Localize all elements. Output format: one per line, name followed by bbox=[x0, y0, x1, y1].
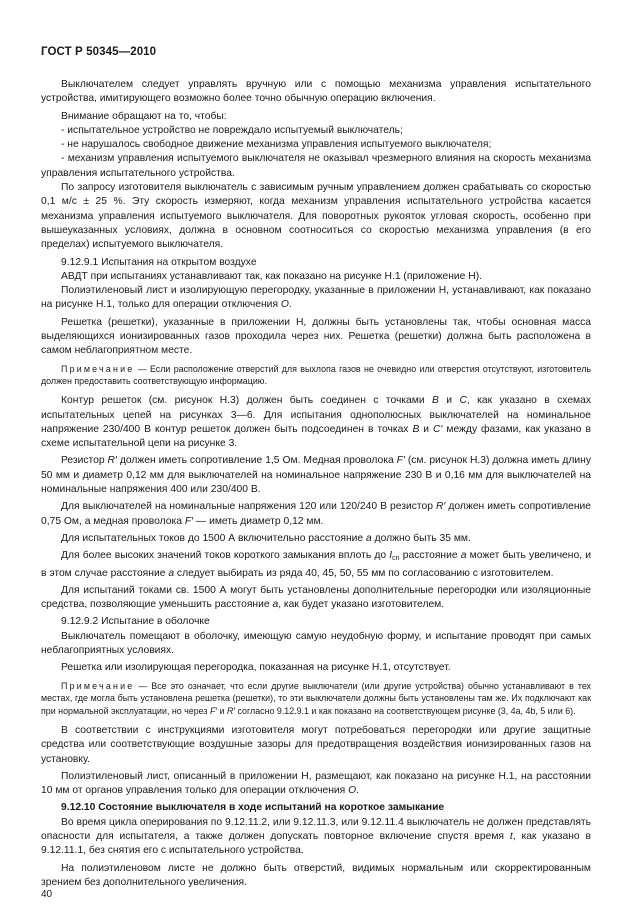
page-number: 40 bbox=[41, 889, 53, 900]
section-heading: 9.12.9.1 Испытания на открытом воздухе bbox=[61, 256, 257, 268]
section-heading: 9.12.9.2 Испытание в оболочке bbox=[61, 616, 210, 628]
paragraph: Решетка или изолирующая перегородка, показанная на рисунке Н.1, отсутствует. bbox=[61, 662, 451, 674]
paragraph: На полиэтиленовом листе не должно быть отверстий, видимых нормальным или скорректированным зрением без дополнительного увеличения. bbox=[41, 862, 591, 888]
section-heading: 9.12.10 Состояние выключателя в ходе испытаний на короткое замыкание bbox=[61, 802, 445, 814]
paragraph: АВДТ при испытаниях устанавливают так, как показано на рисунке Н.1 (приложение Н). bbox=[61, 270, 483, 282]
paragraph: Контур решеток (см. рисунок Н.3) должен быть соединен с точками B и C, как указано в схемах испытательных цепей на рисунках 3—6. Для испытания однополюсных выключателей на номинальное напряжение 230/400 В контур решеток должен быть подсоединен в точках B и C′ между фазами, как указано в схеме испытательной цепи на рисунке 3. bbox=[41, 395, 591, 450]
paragraph: Внимание обращают на то, чтобы: bbox=[61, 110, 227, 122]
note: Примечание — Если расположение отверстий для выхлопа газов не очевидно или отверстия отсутствуют, изготовитель должен предоставить соответствующую информацию. bbox=[41, 363, 591, 387]
list-item: - не нарушалось свободное движение механизма управления испытуемого выключателя; bbox=[61, 139, 492, 151]
paragraph: Для более высоких значений токов короткого замыкания вплоть до $I_{cn}$ расстояние a может быть увеличено, и в этом случае расстояние a следует выбирать из ряда 40, 45, 50, 55 мм по согласованию с изготовителем. bbox=[41, 550, 591, 579]
paragraph: По запросу изготовителя выключатель с зависимым ручным управлением должен срабатывать со скоростью 0,1 м/с ± 25 %. Эту скорость измеряют, когда механизм управления испытательного устройства касается механизма управления испытуемого выключателя. Для поворотных рукояток угловая скорость, особенно при вышеуказанных условиях, должна в основном соотноситься со скоростью механизма управления (в его пределах) испытуемого выключателя. bbox=[41, 182, 591, 251]
paragraph: Выключателем следует управлять вручную или с помощью механизма управления испытательного устройства, имитирующего возможно более точно обычную операцию включения. bbox=[41, 79, 591, 105]
document-header: ГОСТ Р 50345—2010 bbox=[41, 46, 157, 58]
paragraph: Во время цикла оперирования по 9.12.11.2, или 9.12.11.3, или 9.12.11.4 выключатель не должен представлять опасности для испытателя, а также должен допускать повторное включение спустя время t, как указано в 9.12.11.1, без снятия его с испытательного устройства. bbox=[41, 816, 591, 857]
paragraph: Для испытательных токов до 1500 А включительно расстояние a должно быть 35 мм. bbox=[61, 532, 471, 544]
paragraph: В соответствии с инструкциями изготовителя могут потребоваться перегородки или другие защитные средства или соответствующие воздушные зазоры для предотвращения воздействия ионизированных газов на установку. bbox=[41, 724, 591, 765]
paragraph: Для испытаний токами св. 1500 А могут быть установлены дополнительные перегородки или изоляционные средства, позволяющие уменьшить расстояние a, как будет указано изготовителем. bbox=[41, 584, 591, 611]
note: Примечание — Все это означает, что если другие выключатели (или другие устройства) обычно устанавливают в тех местах, где могла быть установлена решетка (решетки), то эти выключатели должны быть установлены там же. Их подключают как при нормальной эксплуатации, но через F′ и R′ согласно 9.12.9.1 и как показано на соответствующем рисунке (3, 4a, 4b, 5 или 6). bbox=[41, 680, 591, 717]
paragraph: Выключатель помещают в оболочку, имеющую самую неудобную форму, и испытание проводят при самых неблагоприятных условиях. bbox=[41, 630, 591, 656]
paragraph: Полиэтиленовый лист, описанный в приложении Н, размещают, как показано на рисунке Н.1, на расстоянии 10 мм от органов управления только для операции отключения O. bbox=[41, 770, 591, 797]
document-body bbox=[41, 78, 591, 893]
list-item: - испытательное устройство не повреждало испытуемый выключатель; bbox=[61, 124, 403, 136]
paragraph: Резистор R′ должен иметь сопротивление 1,5 Ом. Медная проволока F′ (см. рисунок Н.3) должна иметь длину 50 мм и диаметр 0,12 мм для выключателей на номинальное напряжение 230 В и 0,16 мм для выключателей на номинальные напряжения 400 или 230/400 В. bbox=[41, 455, 591, 496]
paragraph: Для выключателей на номинальные напряжения 120 или 120/240 В резистор R′ должен иметь сопротивление 0,75 Ом, а медная проволока F′ — иметь диаметр 0,12 мм. bbox=[41, 501, 591, 527]
note-label: Примечание bbox=[61, 363, 135, 374]
paragraph: Решетка (решетки), указанные в приложении Н, должны быть установлены так, чтобы основная масса выделяющихся ионизированных газов проходила через них. Решетка (решетки) должна быть расположена в самом неблагоприятном месте. bbox=[41, 316, 591, 357]
note-label: Примечание bbox=[61, 680, 135, 691]
list-item: - механизм управления испытуемого выключателя не оказывал чрезмерного влияния на скорость механизма управления испытательного устройства. bbox=[41, 153, 591, 179]
paragraph: Полиэтиленовый лист и изолирующую перегородку, указанные в приложении Н, устанавливают, как показано на рисунке Н.1, только для операции отключения O. bbox=[41, 285, 591, 311]
